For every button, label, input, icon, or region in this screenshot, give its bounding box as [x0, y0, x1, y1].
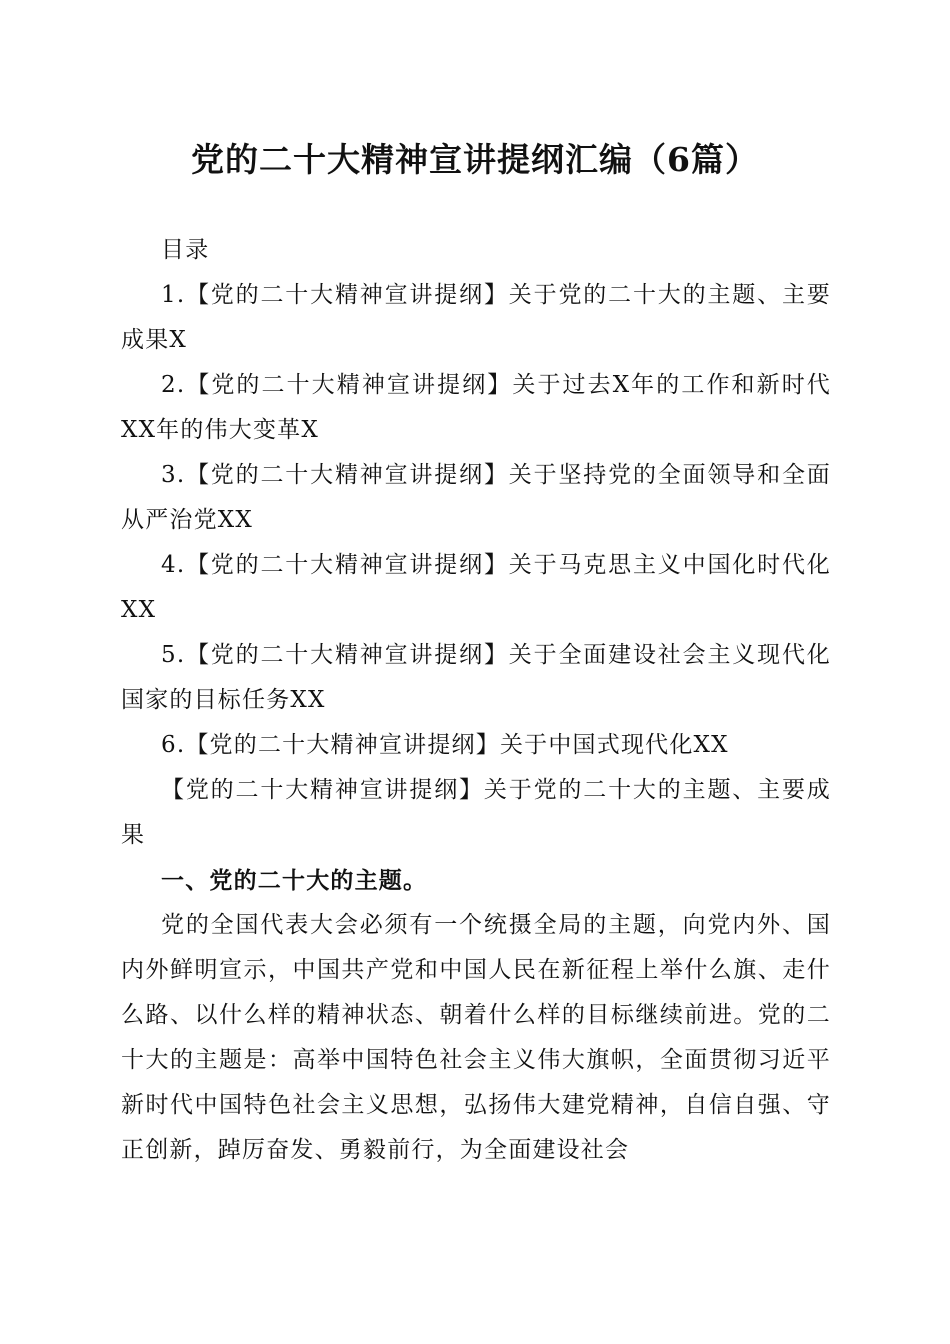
toc-item-3: 3.【党的二十大精神宣讲提纲】关于坚持党的全面领导和全面从严治党XX [121, 462, 831, 533]
toc-item-1: 1.【党的二十大精神宣讲提纲】关于党的二十大的主题、主要成果X [121, 282, 831, 353]
section-heading: 一、党的二十大的主题。 [161, 867, 428, 894]
toc-item-6: 6.【党的二十大精神宣讲提纲】关于中国式现代化XX [161, 732, 729, 758]
toc-heading: 目录 [161, 237, 210, 263]
section-title: 【党的二十大精神宣讲提纲】关于党的二十大的主题、主要成果 [121, 777, 831, 848]
document-body [121, 228, 831, 1173]
toc-item-5: 5.【党的二十大精神宣讲提纲】关于全面建设社会主义现代化国家的目标任务XX [121, 642, 831, 713]
document-title: 党的二十大精神宣讲提纲汇编（6篇） [191, 140, 759, 179]
body-paragraph: 党的全国代表大会必须有一个统摄全局的主题，向党内外、国内外鲜明宣示，中国共产党和中国人民在新征程上举什么旗、走什么路、以什么样的精神状态、朝着什么样的目标继续前进。党的二十大的主题是：高举中国特色社会主义伟大旗帜，全面贯彻习近平新时代中国特色社会主义思想，弘扬伟大建党精神，自信自强、守正创新，踔厉奋发、勇毅前行，为全面建设社会 [121, 912, 831, 1163]
toc-item-2: 2.【党的二十大精神宣讲提纲】关于过去X年的工作和新时代XX年的伟大变革X [121, 372, 831, 443]
toc-item-4: 4.【党的二十大精神宣讲提纲】关于马克思主义中国化时代化XX [121, 552, 831, 623]
